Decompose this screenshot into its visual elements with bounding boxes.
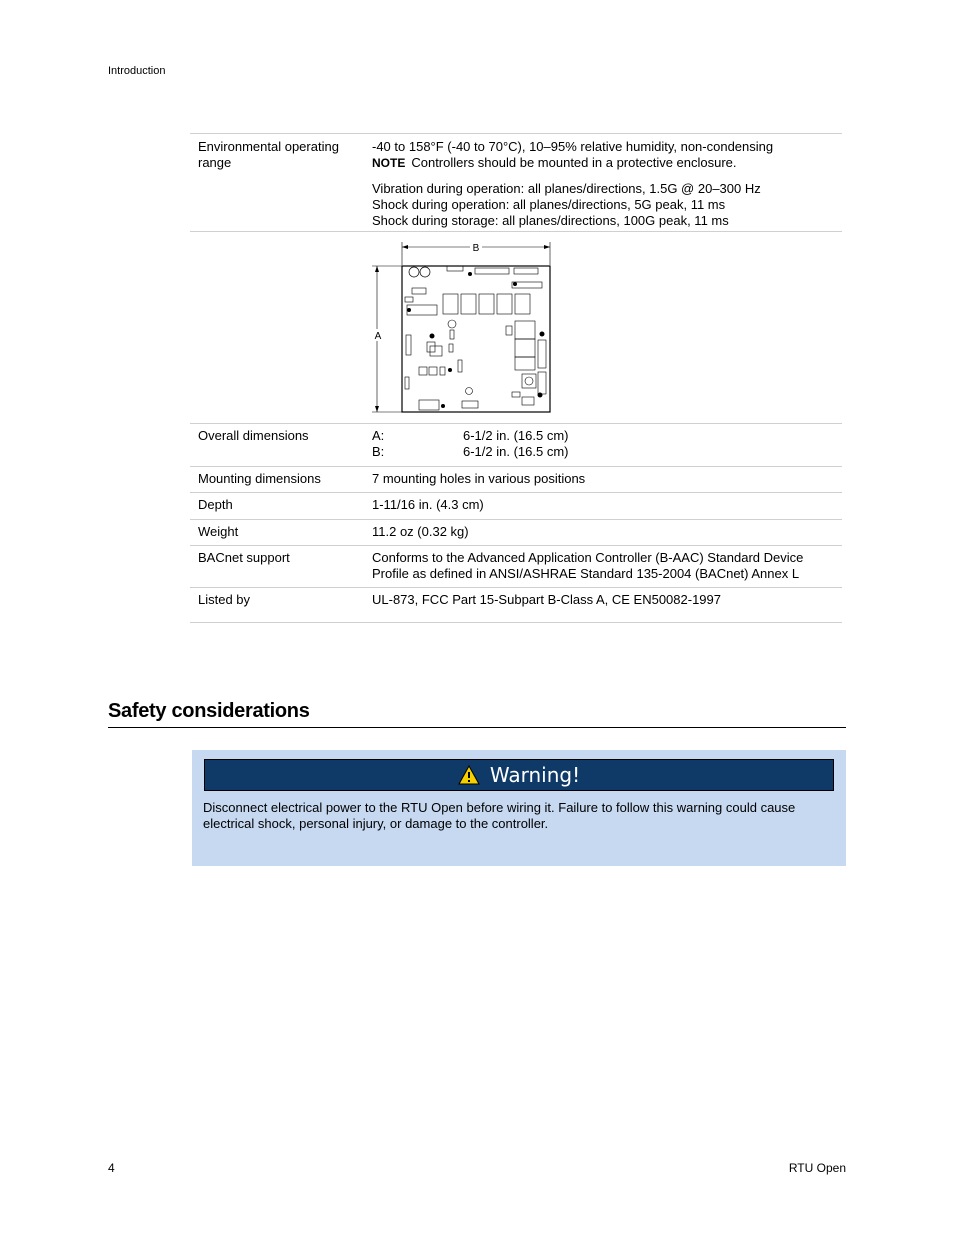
row-label: Overall dimensions (198, 428, 309, 443)
board-diagram-cell (372, 232, 842, 423)
dim-b-key: B: (372, 444, 385, 459)
row-label: Depth (198, 497, 233, 512)
row-label: Weight (198, 524, 239, 539)
shock-operation-text: Shock during operation: all planes/directions, 5G peak, 11 ms (372, 197, 726, 212)
row-label: Environmental operating range (198, 139, 339, 170)
warning-title: Warning! (489, 763, 581, 787)
dimension-label-a: A (374, 331, 382, 342)
row-value: 7 mounting holes in various positions (372, 471, 586, 486)
section-heading: Safety considerations (108, 700, 846, 728)
bacnet-line: Profile as defined in ANSI/ASHRAE Standard 135-2004 (BACnet) Annex L (372, 566, 800, 581)
table-row (190, 134, 842, 232)
table-row (190, 493, 842, 520)
row-value: 1-11/16 in. (4.3 cm) (372, 497, 484, 512)
warning-triangle-icon (458, 765, 480, 785)
warning-banner (204, 759, 834, 791)
row-value (372, 428, 842, 466)
table-row (190, 546, 842, 588)
controller-board-diagram (372, 232, 562, 422)
specifications-table (190, 133, 842, 623)
bacnet-line: Conforms to the Advanced Application Controller (B-AAC) Standard Device (372, 550, 804, 565)
shock-storage-text: Shock during storage: all planes/directions, 100G peak, 11 ms (372, 213, 729, 228)
table-row (190, 520, 842, 546)
table-row (190, 232, 842, 424)
row-label: BACnet support (198, 550, 290, 565)
vibration-text: Vibration during operation: all planes/directions, 1.5G @ 20–300 Hz (372, 181, 761, 196)
note-text: Controllers should be mounted in a protective enclosure. (411, 155, 737, 170)
running-header: Introduction (108, 65, 166, 77)
warning-callout (192, 750, 846, 866)
dim-b-value: 6-1/2 in. (16.5 cm) (463, 444, 569, 459)
warning-message: Disconnect electrical power to the RTU Open before wiring it. Failure to follow this warning could cause electrical shock, personal injury, or damage to the controller. (203, 800, 796, 831)
table-row (190, 424, 842, 467)
row-value: 11.2 oz (0.32 kg) (372, 524, 469, 539)
row-value (372, 139, 842, 231)
note-label: NOTE (372, 156, 406, 170)
table-row (190, 467, 842, 493)
row-value: UL-873, FCC Part 15-Subpart B-Class A, CE EN50082-1997 (372, 592, 722, 607)
document-title: RTU Open (788, 1161, 846, 1175)
dimension-label-b: B (472, 243, 480, 254)
row-value (372, 550, 842, 587)
page-number: 4 (108, 1161, 115, 1175)
table-row (190, 588, 842, 623)
dim-a-value: 6-1/2 in. (16.5 cm) (463, 428, 569, 443)
row-label: Mounting dimensions (198, 471, 321, 486)
env-range-text: -40 to 158°F (-40 to 70°C), 10–95% relative humidity, non-condensing (372, 139, 774, 154)
note (372, 155, 842, 171)
dim-a-key: A: (372, 428, 385, 443)
row-label: Listed by (198, 592, 251, 607)
